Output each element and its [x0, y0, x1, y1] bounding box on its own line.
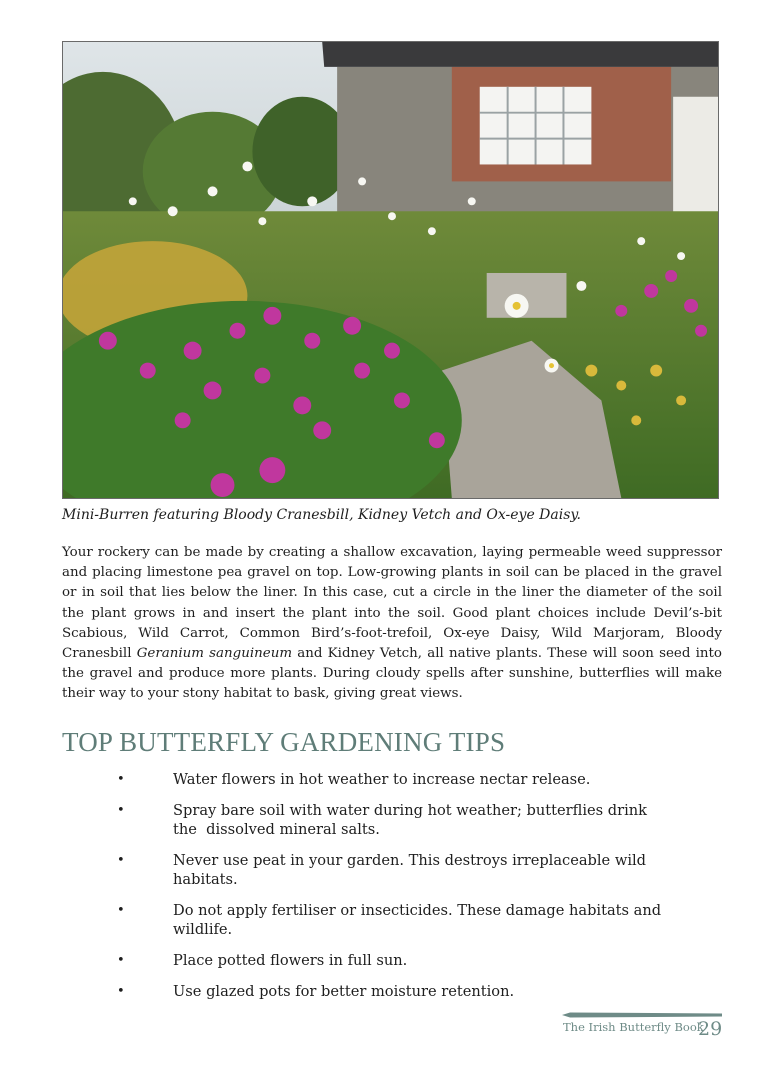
bullet-icon: • [117, 953, 125, 968]
tip-text-continued: wildlife. [173, 921, 233, 938]
list-item [112, 951, 672, 970]
body-paragraph [62, 543, 722, 705]
bullet-icon: • [117, 984, 125, 999]
page-number: 29 [698, 1018, 723, 1040]
body-paragraph-text-continued: and Kidney Vetch, all native plants. These will soon seed into the gravel and produce more plants. During cloudy spells after sunshine, butterflies will make their way to your stony habitat to bask, giving great views. [62, 646, 722, 702]
list-item [112, 982, 672, 1001]
list-item [112, 851, 672, 889]
garden-photo [62, 41, 719, 499]
tip-text-continued: habitats. [173, 871, 238, 888]
tips-list [112, 770, 672, 1013]
tip-text: Never use peat in your garden. This destroys irreplaceable wild [173, 852, 646, 869]
tip-text: Do not apply fertiliser or insecticides. These damage habitats and [173, 902, 662, 919]
tip-text: Place potted flowers in full sun. [173, 952, 408, 969]
bullet-icon: • [117, 772, 125, 787]
tip-text: Spray bare soil with water during hot weather; butterflies drink [173, 802, 648, 819]
list-item [112, 901, 672, 939]
photo-caption: Mini-Burren featuring Bloody Cranesbill, Kidney Vetch and Ox-eye Daisy. [62, 507, 581, 523]
section-heading: TOP BUTTERFLY GARDENING TIPS [62, 727, 506, 757]
tip-text: Use glazed pots for better moisture retention. [173, 983, 515, 1000]
body-paragraph-text: Your rockery can be made by creating a shallow excavation, laying permeable weed suppressor and placing limestone pea gravel on top. Low-growing plants in soil can be placed in the gravel or in soil that lies below the liner. In this case, cut a circle in the liner the diameter of the soil the plant grows in and insert the plant into the soil. Good plant choices include Devil’s-bit Scabious, Wild Carrot, Common Bird’s-foot-trefoil, Ox-eye Daisy, Wild Marjoram, Bloody Cranesbill [62, 545, 722, 662]
bullet-icon: • [117, 803, 125, 818]
footer-book-title: The Irish Butterfly Book [563, 1020, 704, 1034]
garden-photo-illustration [63, 42, 718, 498]
bullet-icon: • [117, 903, 125, 918]
body-paragraph-latin-name: Geranium sanguineum [136, 646, 293, 662]
tip-text-continued: the dissolved mineral salts. [173, 821, 380, 838]
bullet-icon: • [117, 853, 125, 868]
tip-text: Water flowers in hot weather to increase nectar release. [173, 771, 591, 788]
list-item [112, 801, 672, 839]
list-item [112, 770, 672, 789]
